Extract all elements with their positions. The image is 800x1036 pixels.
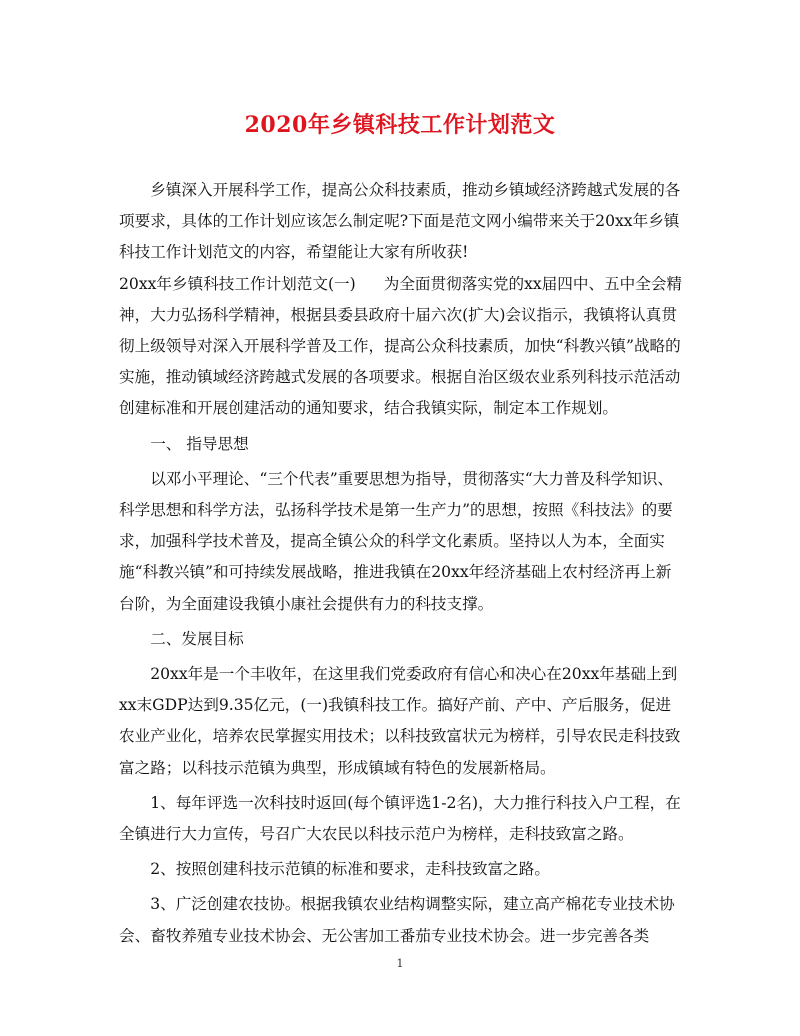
list-item-1: 1、每年评选一次科技时返回(每个镇评选1-2名)，大力推行科技入户工程，在全镇进行大力宣传，号召广大农民以科技示范户为榜样，走科技致富之路。 <box>119 793 681 844</box>
section2-body: 20xx年是一个丰收年，在这里我们党委政府有信心和决心在20xx年基础上到xx末GDP达到9.35亿元，(一)我镇科技工作。搞好产前、产中、产后服务，促进农业产业化，培养农民掌握实用技术；以科技致富状元为榜样，引导农民走科技致富之路；以科技示范镇为典型，形成镇域有特色的发展新格局。 <box>119 665 681 777</box>
intro-paragraph: 乡镇深入开展科学工作，提高公众科技素质，推动乡镇域经济跨越式发展的各项要求，具体的工作计划应该怎么制定呢?下面是范文网小编带来关于20xx年乡镇科技工作计划范文的内容，希望能让大家有所收获! <box>119 181 681 262</box>
document-body <box>119 175 684 952</box>
list-item-2: 2、按照创建科技示范镇的标准和要求，走科技致富之路。 <box>150 860 550 879</box>
plan-paragraph <box>119 269 684 425</box>
section1-body: 以邓小平理论、“三个代表”重要思想为指导，贯彻落实“大力普及科学知识、科学思想和科学方法，弘扬科学技术是第一生产力”的思想，按照《科技法》的要求，加强科学技术普及，提高全镇公众的科学文化素质。坚持以人为本，全面实施“科教兴镇”和可持续发展战略，推进我镇在20xx年经济基础上农村经济再上新台阶，为全面建设我镇小康社会提供有力的科技支撑。 <box>119 469 674 613</box>
section1-heading: 一、 指导思想 <box>150 434 249 453</box>
plan-intro: 为全面贯彻落实党的xx届四中、五中全会精神，大力弘扬科学精神，根据县委县政府十届六次(扩大)会议指示，我镇将认真贯彻上级领导对深入开展科学普及工作，提高公众科技素质，加快“科教兴镇”战略的实施，推动镇域经济跨越式发展的各项要求。根据自治区级农业系列科技示范活动创建标准和开展创建活动的通知要求，结合我镇实际，制定本工作规划。 <box>119 274 683 418</box>
section2-heading: 二、发展目标 <box>150 629 244 648</box>
page-number: 1 <box>396 957 404 970</box>
document-title: 2020年乡镇科技工作计划范文 <box>244 112 556 138</box>
list-item-3: 3、广泛创建农技协。根据我镇农业结构调整实际，建立高产棉花专业技术协会、畜牧养殖专业技术协会、无公害加工番茄专业技术协会。进一步完善各类 <box>119 895 675 945</box>
plan-heading: 20xx年乡镇科技工作计划范文(一) <box>119 274 356 293</box>
